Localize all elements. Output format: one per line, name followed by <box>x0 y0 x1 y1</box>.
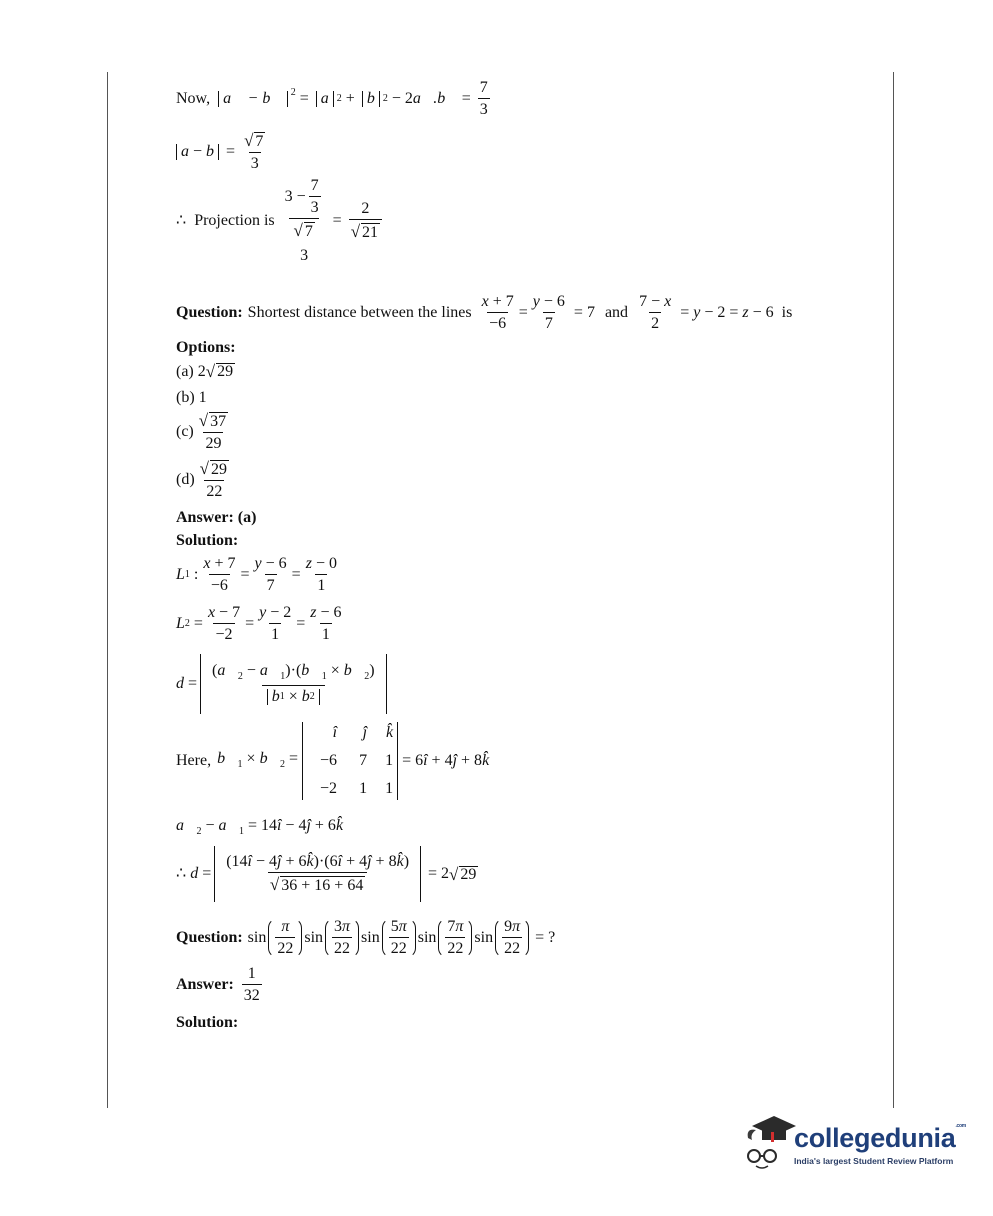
solution-heading-2 <box>176 1015 238 1031</box>
option-d-label: (d) <box>176 471 195 488</box>
solution-heading <box>176 533 238 549</box>
projection-label: Projection is <box>194 212 275 229</box>
collegedunia-logo <box>794 1123 966 1166</box>
here-label: Here, <box>176 752 212 769</box>
question-text: Shortest distance between the lines <box>247 304 472 321</box>
equation-vector-difference: $a⃗_2$ − $a⃗_1$ = 14î − 4ĵ + 6k̂ <box>176 817 344 838</box>
is-word: is <box>781 304 793 321</box>
question-shortest-distance: Question: Shortest distance between the lines $\frac{x + 7}{-6}$ = $\frac{y - 6}{7}$ = 7 and $\frac{7 - x}{2}$ = y − 2 = z − 6 is <box>176 293 793 332</box>
determinant-matrix: î ĵ k̂ −6 7 1 −2 1 1 <box>302 722 398 800</box>
and-word: and <box>604 304 629 321</box>
option-b: (b) 1 <box>176 389 207 406</box>
option-d: (d) √ 29 22 <box>176 459 227 500</box>
question-sine-product: Question: sin π 22 sin 3π 22 sin 5π 22 sin 7π 22 sin 9π 22 = ? <box>176 918 556 957</box>
options-label: Options: <box>176 339 236 356</box>
answer-denominator: 32 <box>242 984 262 1004</box>
answer-line-2 <box>176 966 265 1004</box>
option-b-label: (b) <box>176 389 195 406</box>
option-c-label: (c) <box>176 423 194 440</box>
equation-magnitude: a − b = $\frac{√ 7}{3}$ <box>176 132 270 172</box>
equation-distance-formula: d = ($a⃗_2$ − $a⃗_1)\cdot(b⃗_1$ × $b⃗_2$) b 1 × b 2 <box>176 654 390 714</box>
right-margin-line <box>893 72 894 1108</box>
logo-name: collegedunia <box>794 1123 956 1153</box>
answer-line <box>176 510 256 526</box>
equation-cross-product: Here, $b⃗_1$ × $b⃗_2$ = î ĵ k̂ −6 7 1 −2 1 1 = 6î + 4ĵ + 8k̂ <box>176 722 489 800</box>
logo-tagline: India's largest Student Review Platform <box>794 1156 954 1166</box>
answer-label: Answer: <box>176 509 234 526</box>
therefore-symbol: ∴ <box>176 212 187 229</box>
equation-distance-result: ∴ d = (14î − 4ĵ + 6k̂)·(6î + 4ĵ + 8k̂) √ 36 + 16 + 64 = 2 √ 29 <box>176 846 478 902</box>
logo-domain: .com <box>955 1123 966 1129</box>
solution-label: Solution: <box>176 532 239 549</box>
option-a-label: (a) <box>176 362 194 380</box>
left-margin-line <box>107 72 108 1108</box>
question-label: Question: <box>176 929 243 946</box>
question-label: Question: <box>176 304 243 321</box>
answer-numerator: 1 <box>247 965 256 982</box>
options-heading <box>176 340 236 356</box>
equation-line-l1: L 1 : x + 7 −6 = y − 6 7 = z − 0 1 <box>176 555 337 594</box>
now-label: Now, <box>176 90 211 107</box>
option-a: (a) 2 √ 29 <box>176 362 234 381</box>
solution-label: Solution: <box>176 1014 239 1031</box>
equation-line-l2: L 2 = x − 7 −2 = y − 2 1 = z − 6 1 <box>176 604 342 643</box>
option-c: (c) √ 37 29 <box>176 411 227 452</box>
equation-projection: ∴ Projection is 3 − 7 3 √ 7 3 = $\frac{2}{√ 21}$ <box>176 178 385 264</box>
answer-label: Answer: <box>176 976 234 993</box>
answer-value: (a) <box>237 509 257 526</box>
equation-magnitude-squared: Now, a⃗ − b⃗ $^2$ = a 2 + b 2 − 2a⃗.b⃗ = $\frac{7}{3}$ <box>176 79 488 118</box>
